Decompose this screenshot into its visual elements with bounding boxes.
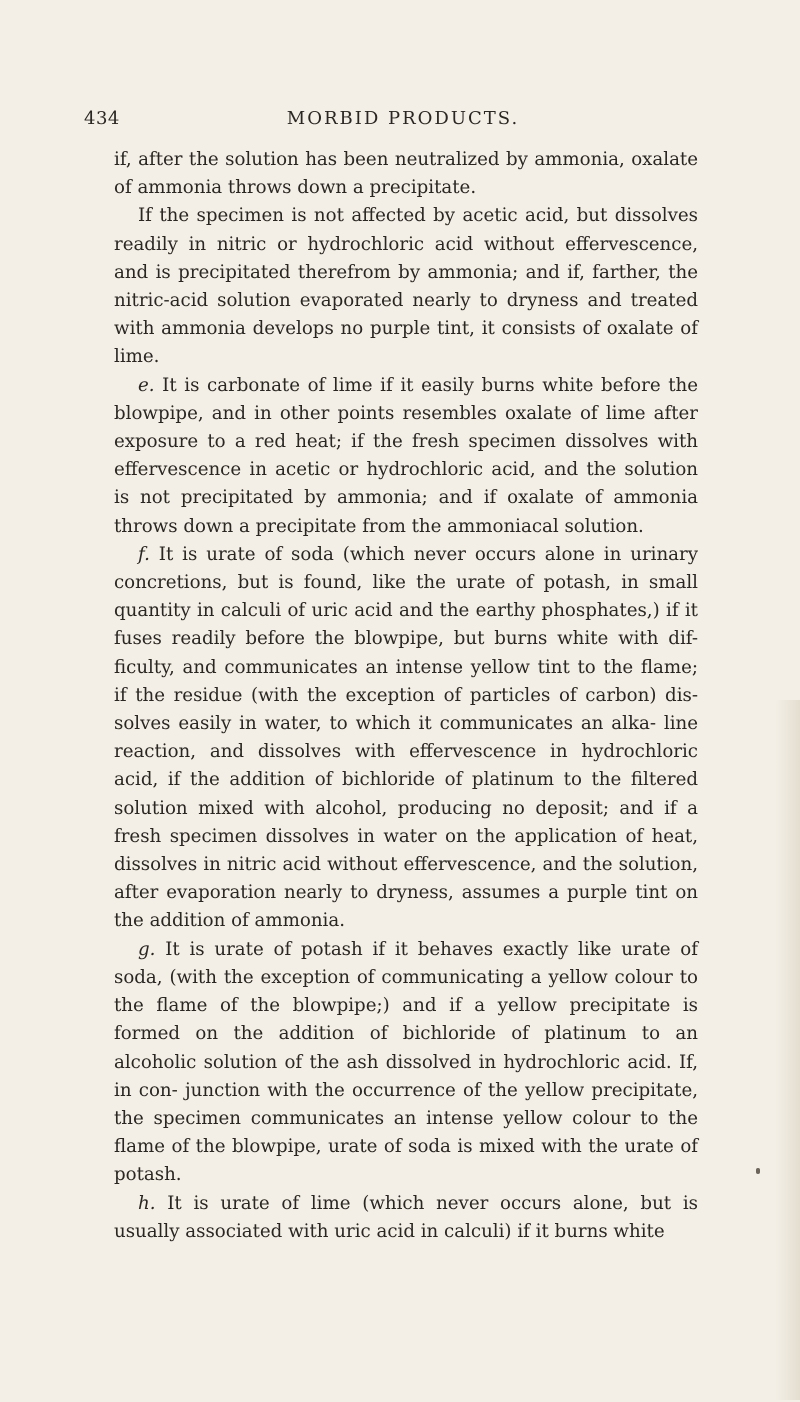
paragraph-text: It is carbonate of lime if it easily burns white before the blowpipe, and in other points resembles oxalate of lime after exposure to a red heat; if the fresh specimen dissolves with effervescence in acetic or hydrochloric acid, and the solution is not precipitated by ammonia; and if oxalate of ammonia throws down a precipitate from the ammoniacal solution. xyxy=(114,374,698,537)
paragraph-text: If the specimen is not affected by acetic acid, but dissolves readily in nitric or hydrochloric acid without effervescence, and is precipitated therefrom by ammonia; and if, farther, the nitric-acid solution evaporated nearly to dryness and treated with ammonia develops no purple tint, it consists of oxalate of lime. xyxy=(114,205,698,368)
paragraph-e xyxy=(114,372,698,541)
paragraph-text: It is urate of lime (which never occurs alone, but is usually associated with uric acid in calculi) if it burns white xyxy=(114,1192,698,1242)
paragraph-label: h. xyxy=(138,1192,156,1214)
paragraph-label: g. xyxy=(138,938,156,960)
paragraph-g xyxy=(114,936,698,1190)
page-number: 434 xyxy=(84,108,120,129)
paragraph-h xyxy=(114,1190,698,1246)
paragraph-2 xyxy=(114,202,698,371)
body-text xyxy=(114,146,698,1246)
ink-speck xyxy=(756,1168,760,1174)
page-header xyxy=(84,108,694,138)
paragraph-label: f. xyxy=(138,543,150,565)
running-head: MORBID PRODUCTS. xyxy=(286,108,520,129)
page-edge-shadow xyxy=(776,700,800,1400)
paragraph-text: if, after the solution has been neutralized by ammonia, oxalate of ammonia throws down a precipitate. xyxy=(114,149,698,199)
paragraph-text: It is urate of potash if it behaves exactly like urate of soda, (with the exception of communicating a yellow colour to the flame of the blowpipe;) and if a yellow precipitate is formed on the addition of bichloride of platinum to an alcoholic solution of the ash dissolved in hydrochloric acid. If, in con- junction with the occurrence of the yellow precipitate, the specimen communicates an intense yellow colour to the flame of the blowpipe, urate of soda is mixed with the urate of potash. xyxy=(114,938,698,1186)
paragraph-text: It is urate of soda (which never occurs alone in urinary concretions, but is found, like the urate of potash, in small quantity in calculi of uric acid and the earthy phosphates,) if it fuses readily before the blowpipe, but burns white with dif- ficulty, and communicates an intense yellow tint to the flame; if the residue (with the exception of particles of carbon) dis- solves easily in water, to which it communicates an alka- line reaction, and dissolves with effervescence in hydrochloric acid, if the addition of bichloride of platinum to the filtered solution mixed with alcohol, producing no deposit; and if a fresh specimen dissolves in water on the application of heat, dissolves in nitric acid without effervescence, and the solution, after evaporation nearly to dryness, assumes a purple tint on the addition of ammonia. xyxy=(114,543,698,932)
paragraph-f xyxy=(114,541,698,936)
paragraph-label: e. xyxy=(138,374,155,396)
paragraph-1 xyxy=(114,146,698,202)
